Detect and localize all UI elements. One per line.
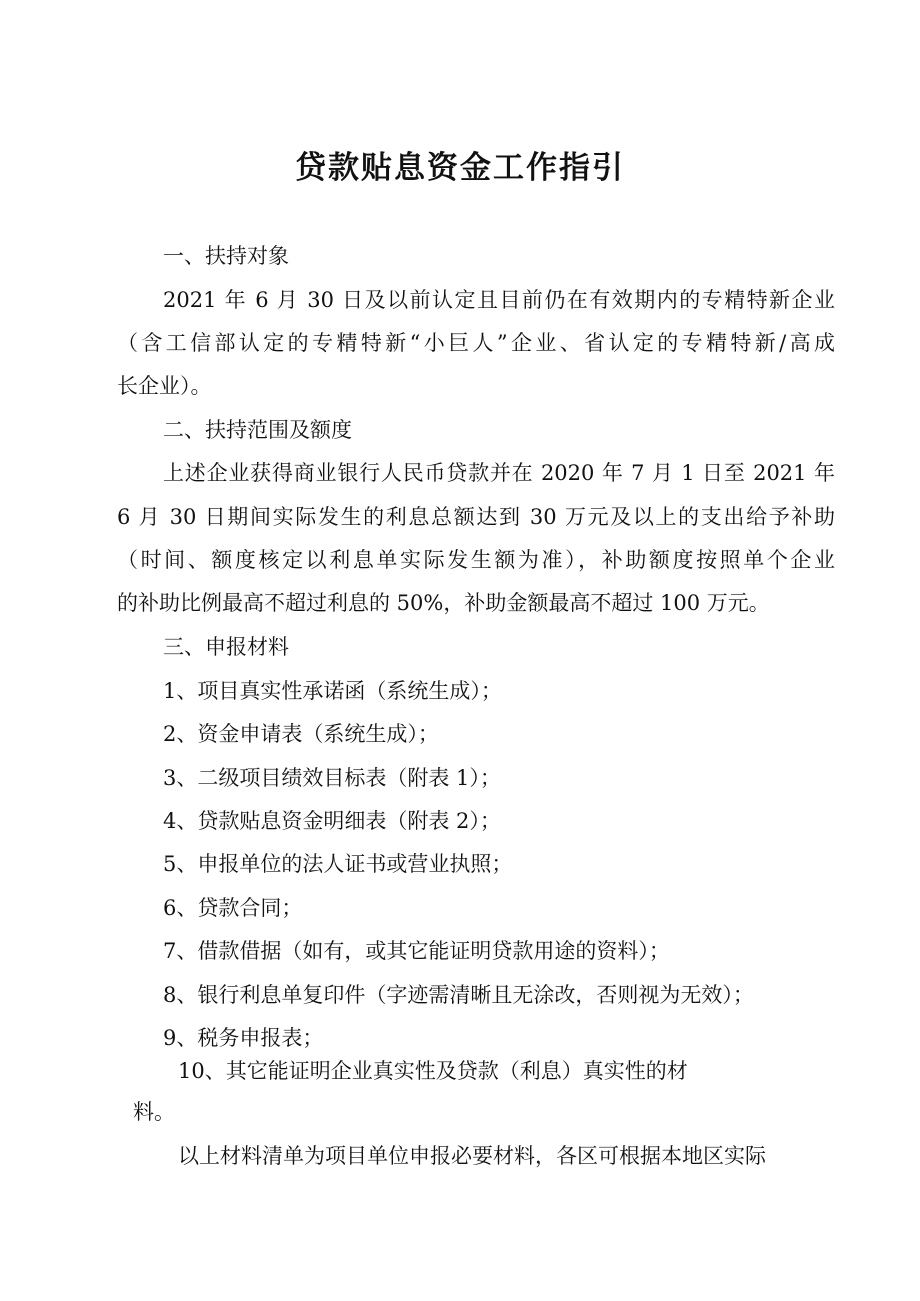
list-item: 5、申报单位的法人证书或营业执照； [163, 852, 513, 876]
paragraph-line: 6 月 30 日期间实际发生的利息总额达到 30 万元及以上的支出给予补助 [117, 505, 835, 529]
section-heading-materials: 三、申报材料 [163, 635, 289, 659]
list-item: 4、贷款贴息资金明细表（附表 2）； [163, 809, 501, 833]
paragraph-line: 的补助比例最高不超过利息的 50%，补助金额最高不超过 100 万元。 [117, 591, 770, 615]
paragraph-line: 长企业）。 [117, 374, 212, 398]
list-item: 2、资金申请表（系统生成）； [163, 722, 439, 746]
document-title: 贷款贴息资金工作指引 [295, 150, 625, 186]
list-item: 1、项目真实性承诺函（系统生成）； [163, 679, 502, 703]
section-heading-scope-amount: 二、扶持范围及额度 [163, 418, 352, 442]
list-item: 7、借款借据（如有，或其它能证明贷款用途的资料）； [163, 939, 670, 963]
paragraph-line: （时间、额度核定以利息单实际发生额为准），补助额度按照单个企业 [117, 548, 835, 572]
list-item: 8、银行利息单复印件（字迹需清晰且无涂改，否则视为无效）； [163, 983, 754, 1007]
section-heading-support-target: 一、扶持对象 [163, 244, 289, 268]
paragraph-line: 上述企业获得商业银行人民币贷款并在 2020 年 7 月 1 日至 2021 年 [163, 461, 835, 485]
closing-paragraph: 以上材料清单为项目单位申报必要材料，各区可根据本地区实际 [178, 1144, 766, 1168]
list-item: 3、二级项目绩效目标表（附表 1）； [163, 766, 501, 790]
list-item: 9、税务申报表； [163, 1026, 324, 1050]
paragraph-line: （含工信部认定的专精特新“小巨人”企业、省认定的专精特新/高成 [117, 331, 835, 355]
list-item: 10、其它能证明企业真实性及贷款（利息）真实性的材 [178, 1059, 688, 1083]
paragraph-line: 2021 年 6 月 30 日及以前认定且目前仍在有效期内的专精特新企业 [163, 288, 835, 312]
list-item: 6、贷款合同； [163, 896, 303, 920]
list-item-continuation: 料。 [133, 1100, 175, 1124]
